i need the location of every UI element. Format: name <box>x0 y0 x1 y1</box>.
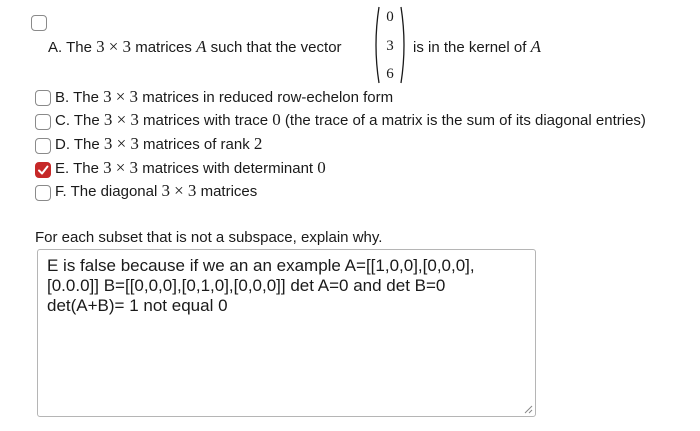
option-d-num: 2 <box>253 134 263 153</box>
option-e-dim2: 3 <box>129 158 139 177</box>
option-a-tail <box>413 38 541 57</box>
option-f-dim2: 3 <box>187 181 197 200</box>
option-b-times: × <box>115 87 126 106</box>
option-c-times: × <box>116 110 127 129</box>
option-c-dim1: 3 <box>103 110 113 129</box>
option-a-times: × <box>108 37 119 56</box>
option-e <box>55 159 326 178</box>
option-f-prefix: F. The diagonal <box>55 183 158 200</box>
checkmark-icon <box>37 164 49 176</box>
option-c-rest2: (the trace of a matrix is the sum of its diagonal entries) <box>284 112 646 129</box>
option-a-dim1: 3 <box>96 37 105 56</box>
option-d-dim2: 3 <box>130 134 139 153</box>
option-f <box>55 182 257 201</box>
vector-entry-2: 3 <box>386 38 394 54</box>
right-paren-icon <box>400 6 408 84</box>
option-a <box>48 38 342 57</box>
option-a-tail-text: is in the kernel of <box>413 39 527 56</box>
vector-matrix <box>372 6 408 84</box>
option-d-times: × <box>116 134 127 153</box>
option-c <box>55 111 646 130</box>
option-f-times: × <box>174 181 184 200</box>
option-d <box>55 135 262 154</box>
option-c-num: 0 <box>272 110 281 129</box>
checkbox-top[interactable] <box>31 15 47 31</box>
checkbox-c[interactable] <box>35 114 51 130</box>
option-e-rest: matrices with determinant <box>142 160 314 177</box>
option-f-rest: matrices <box>200 183 258 200</box>
option-a-after: such that the vector <box>210 39 342 56</box>
option-e-prefix: E. The <box>55 160 99 177</box>
option-b-dim2: 3 <box>129 87 139 106</box>
option-a-mid: matrices <box>135 39 192 56</box>
vector-entry-3: 6 <box>386 66 394 82</box>
explain-prompt: For each subset that is not a subspace, explain why. <box>35 229 383 246</box>
option-e-times: × <box>115 158 126 177</box>
option-b-dim1: 3 <box>103 87 112 106</box>
option-c-rest: matrices with trace <box>143 112 269 129</box>
option-b <box>55 88 393 107</box>
option-a-dim2: 3 <box>122 37 132 56</box>
option-f-dim1: 3 <box>161 181 170 200</box>
answer-line-1: E is false because if we an an example A=[[1,0,0],[0,0,0], <box>47 256 475 275</box>
option-c-prefix: C. The <box>55 112 100 129</box>
option-a-var: A <box>196 37 207 56</box>
checkbox-e[interactable] <box>35 162 51 178</box>
vector-entry-1: 0 <box>386 9 394 25</box>
answer-line-3: det(A+B)= 1 not equal 0 <box>47 296 228 315</box>
option-d-dim1: 3 <box>103 134 113 153</box>
option-d-rest: matrices of rank <box>143 136 250 153</box>
checkbox-b[interactable] <box>35 90 51 106</box>
option-b-prefix: B. The <box>55 89 99 106</box>
option-d-prefix: D. The <box>55 136 100 153</box>
option-e-num: 0 <box>317 158 326 177</box>
option-a-prefix: A. The <box>48 39 92 56</box>
answer-line-2: [0.0.0]] B=[[0,0,0],[0,1,0],[0,0,0]] det A=0 and det B=0 <box>47 276 446 295</box>
answer-textarea[interactable] <box>37 249 536 417</box>
option-c-dim2: 3 <box>130 110 139 129</box>
option-e-dim1: 3 <box>103 158 112 177</box>
checkbox-f[interactable] <box>35 185 51 201</box>
checkbox-d[interactable] <box>35 138 51 154</box>
resize-grip-icon[interactable] <box>523 404 533 414</box>
option-b-rest: matrices in reduced row-echelon form <box>142 89 394 106</box>
option-a-tail-var: A <box>530 37 541 56</box>
left-paren-icon <box>372 6 380 84</box>
